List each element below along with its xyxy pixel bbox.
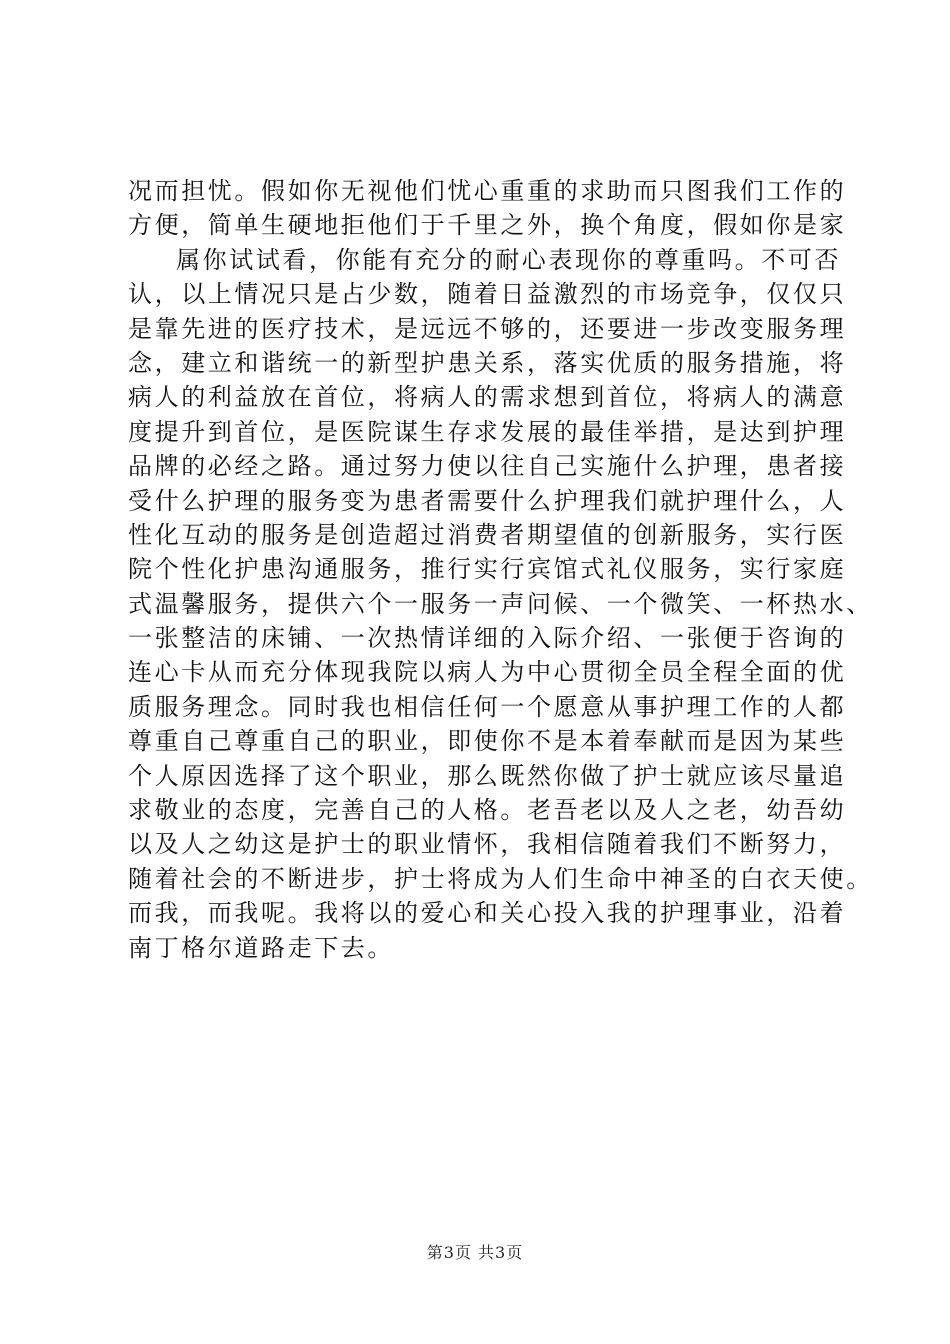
- text-line: 连心卡从而充分体现我院以病人为中心贯彻全员全程全面的优: [128, 658, 847, 687]
- text-line: 度提升到首位，是医院谋生存求发展的最佳举措，是达到护理: [128, 417, 847, 446]
- text-line: 以及人之幼这是护士的职业情怀，我相信随着我们不断努力，: [128, 830, 847, 859]
- text-line: 求敬业的态度，完善自己的人格。老吾老以及人之老，幼吾幼: [128, 796, 847, 825]
- text-line: 随着社会的不断进步，护士将成为人们生命中神圣的白衣天使。: [128, 864, 873, 893]
- text-line: 质服务理念。同时我也相信任何一个愿意从事护理工作的人都: [128, 692, 847, 721]
- text-line: 一张整洁的床铺、一次热情详细的入际介绍、一张便于咨询的: [128, 624, 847, 653]
- text-line: 是靠先进的医疗技术，是远远不够的，还要进一步改变服务理: [128, 314, 847, 343]
- text-line: 个人原因选择了这个职业，那么既然你做了护士就应该尽量追: [128, 761, 847, 790]
- text-line: 念，建立和谐统一的新型护患关系，落实优质的服务措施，将: [128, 348, 847, 377]
- text-line: 而我，而我呢。我将以的爱心和关心投入我的护理事业，沿着: [128, 899, 847, 928]
- text-line: 品牌的必经之路。通过努力使以往自己实施什么护理，患者接: [128, 452, 847, 481]
- text-line: 南丁格尔道路走下去。: [128, 933, 394, 962]
- text-line: 受什么护理的服务变为患者需要什么护理我们就护理什么，人: [128, 486, 847, 515]
- text-line: 况而担忧。假如你无视他们忧心重重的求助而只图我们工作的: [128, 177, 847, 205]
- text-line: 性化互动的服务是创造超过消费者期望值的创新服务，实行医: [128, 520, 847, 549]
- text-line-indented: 属你试试看，你能有充分的耐心表现你的尊重吗。不可否: [176, 245, 841, 274]
- text-line: 方便，简单生硬地拒他们于千里之外，换个角度，假如你是家: [128, 211, 847, 240]
- text-line: 病人的利益放在首位，将病人的需求想到首位，将病人的满意: [128, 383, 847, 412]
- page-number-footer: 第3页 共3页: [426, 1243, 524, 1262]
- text-line: 式温馨服务，提供六个一服务一声问候、一个微笑、一杯热水、: [128, 589, 873, 618]
- body-text: [128, 174, 873, 965]
- text-line: 院个性化护患沟通服务，推行实行宾馆式礼仪服务，实行家庭: [128, 555, 847, 584]
- text-line: 认，以上情况只是占少数，随着日益激烈的市场竞争，仅仅只: [128, 280, 847, 309]
- text-line: 尊重自己尊重自己的职业，即使你不是本着奉献而是因为某些: [128, 727, 847, 756]
